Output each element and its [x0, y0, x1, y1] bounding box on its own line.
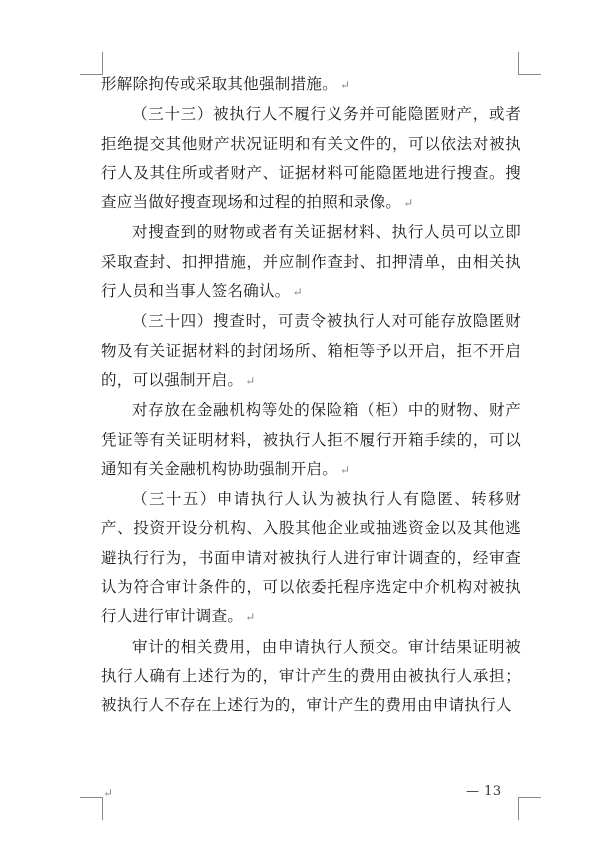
document-body — [101, 70, 521, 721]
paragraph — [101, 396, 521, 485]
paragraph-text: 对存放在金融机构等处的保险箱（柜）中的财物、财产凭证等有关证明材料，被执行人拒不履行开箱手续的，可以通知有关金融机构协助强制开启。 — [101, 401, 521, 478]
footer-paragraph-mark-icon: ↵ — [103, 786, 114, 800]
crop-mark-top-left — [80, 52, 103, 75]
paragraph-mark-icon: ↵ — [245, 373, 256, 388]
paragraph — [101, 633, 521, 721]
paragraph-text: 审计的相关费用，由申请执行人预交。审计结果证明被执行人确有上述行为的，审计产生的费用由被执行人承担；被执行人不存在上述行为的，审计产生的费用由申请执行人 — [101, 637, 521, 715]
paragraph — [101, 218, 521, 307]
paragraph — [101, 70, 521, 100]
crop-mark-top-right — [518, 52, 541, 75]
paragraph-text: （三十三）被执行人不履行义务并可能隐匿财产，或者拒绝提交其他财产状况证明和有关文件的，可以依法对被执行人及其住所或者财产、证据材料可能隐匿地进行搜查。搜查应当做好搜查现场和过程的拍照和录像。 — [101, 105, 521, 212]
paragraph-text: （三十四）搜查时，可责令被执行人对可能存放隐匿财物及有关证据材料的封闭场所、箱柜等予以开启，拒不开启的，可以强制开启。 — [101, 312, 521, 389]
paragraph — [101, 485, 521, 632]
paragraph-mark-icon: ↵ — [292, 285, 303, 300]
page-number: — 13 — [466, 784, 502, 799]
paragraph-text: （三十五）申请执行人认为被执行人有隐匿、转移财产、投资开设分机构、入股其他企业或抽逃资金以及其他逃避执行行为，书面申请对被执行人进行审计调查的，经审查认为符合审计条件的，可以依委托程序选定中介机构对被执行人进行审计调查。 — [101, 490, 521, 626]
crop-mark-bottom-right — [518, 797, 541, 820]
paragraph-mark-icon: ↵ — [340, 462, 351, 477]
paragraph-mark-icon: ↵ — [245, 610, 256, 625]
paragraph-mark-icon: ↵ — [340, 78, 351, 92]
paragraph-text: 对搜查到的财物或者有关证据材料、执行人员可以立即采取查封、扣押措施，并应制作查封、扣押清单，由相关执行人员和当事人签名确认。 — [101, 223, 521, 301]
crop-mark-bottom-left — [80, 797, 103, 820]
paragraph — [101, 100, 521, 218]
paragraph-text: 形解除拘传或采取其他强制措施。 — [101, 75, 339, 93]
paragraph-mark-icon: ↵ — [403, 196, 414, 211]
paragraph — [101, 307, 521, 396]
